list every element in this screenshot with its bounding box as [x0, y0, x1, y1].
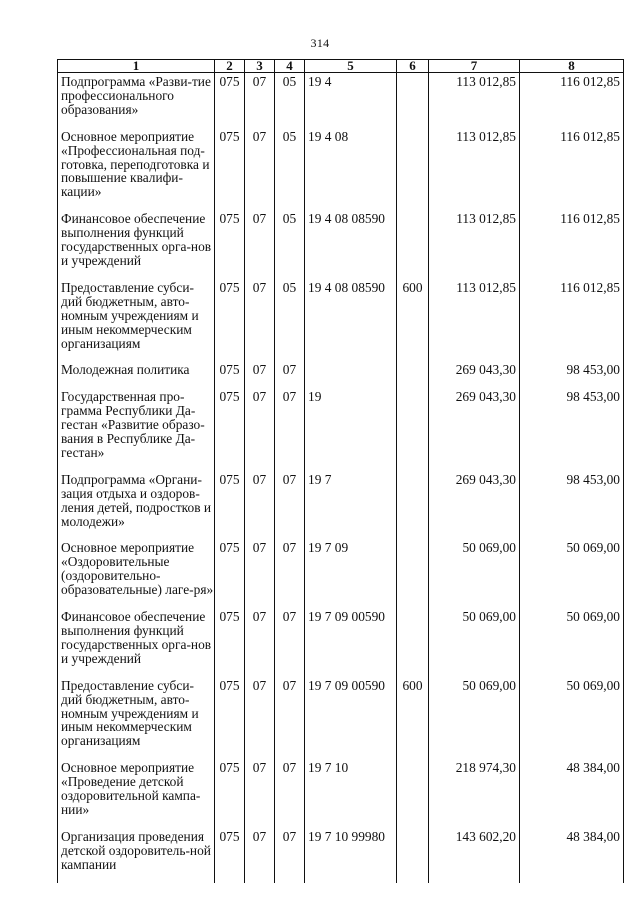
row-code-4-cell: 07	[275, 608, 305, 677]
row-name-cell: Финансовое обеспечение выполнения функций государственных орга-нов и учреждений	[58, 210, 215, 279]
row-code-6-cell	[397, 471, 429, 540]
row-code-6-cell: 600	[397, 279, 429, 362]
row-code-2-cell: 075	[215, 677, 245, 760]
table-row	[58, 210, 624, 279]
column-header-3: 3	[245, 60, 275, 73]
row-amount-7-cell: 113 012,85	[429, 210, 520, 279]
row-code-5-cell: 19 4 08 08590	[305, 210, 397, 279]
row-code-4-cell: 07	[275, 759, 305, 828]
page-number: 314	[310, 36, 330, 50]
table-row	[58, 677, 624, 760]
row-code-2-cell: 075	[215, 388, 245, 471]
row-code-4-cell: 07	[275, 388, 305, 471]
row-name-cell: Подпрограмма «Разви-тие профессионального образования»	[58, 73, 215, 128]
table-row	[58, 128, 624, 211]
row-amount-8-cell: 98 453,00	[520, 361, 624, 388]
column-header-1: 1	[58, 60, 215, 73]
row-amount-7-cell: 269 043,30	[429, 361, 520, 388]
row-amount-8-cell: 116 012,85	[520, 210, 624, 279]
row-code-6-cell	[397, 361, 429, 388]
row-amount-8-cell: 116 012,85	[520, 128, 624, 211]
row-code-3-cell: 07	[245, 828, 275, 883]
row-code-4-cell: 07	[275, 361, 305, 388]
row-name-cell: Финансовое обеспечение выполнения функций государственных орга-нов и учреждений	[58, 608, 215, 677]
row-name-cell: Молодежная политика	[58, 361, 215, 388]
row-amount-8-cell: 50 069,00	[520, 608, 624, 677]
row-name-cell: Предоставление субси-дий бюджетным, авто-номным учреждениям и иным некоммерческим организациям	[58, 279, 215, 362]
row-name-cell: Подпрограмма «Органи-зация отдыха и оздоров-ления детей, подростков и молодежи»	[58, 471, 215, 540]
row-amount-7-cell: 50 069,00	[429, 539, 520, 608]
table-header	[58, 60, 624, 73]
row-code-6-cell	[397, 539, 429, 608]
table-row	[58, 279, 624, 362]
table-row	[58, 361, 624, 388]
row-code-6-cell	[397, 210, 429, 279]
row-amount-8-cell: 116 012,85	[520, 279, 624, 362]
row-code-3-cell: 07	[245, 361, 275, 388]
row-code-5-cell: 19 4	[305, 73, 397, 128]
table-row	[58, 539, 624, 608]
row-code-6-cell	[397, 128, 429, 211]
row-code-4-cell: 07	[275, 471, 305, 540]
row-code-3-cell: 07	[245, 388, 275, 471]
row-amount-7-cell: 50 069,00	[429, 608, 520, 677]
row-code-6-cell	[397, 828, 429, 883]
row-amount-8-cell: 50 069,00	[520, 677, 624, 760]
row-code-4-cell: 05	[275, 128, 305, 211]
row-code-6-cell	[397, 759, 429, 828]
row-amount-7-cell: 218 974,30	[429, 759, 520, 828]
row-code-6-cell: 600	[397, 677, 429, 760]
row-code-3-cell: 07	[245, 677, 275, 760]
row-code-2-cell: 075	[215, 210, 245, 279]
row-code-5-cell: 19	[305, 388, 397, 471]
table-row	[58, 608, 624, 677]
row-code-5-cell: 19 4 08 08590	[305, 279, 397, 362]
table-row	[58, 388, 624, 471]
column-header-8: 8	[520, 60, 624, 73]
row-amount-8-cell: 48 384,00	[520, 828, 624, 883]
row-code-6-cell	[397, 608, 429, 677]
row-code-5-cell: 19 7 09	[305, 539, 397, 608]
row-amount-8-cell: 98 453,00	[520, 471, 624, 540]
row-amount-7-cell: 143 602,20	[429, 828, 520, 883]
row-amount-8-cell: 98 453,00	[520, 388, 624, 471]
row-name-cell: Основное мероприятие «Профессиональная под-готовка, переподготовка и повышение квалифи-кации»	[58, 128, 215, 211]
row-code-2-cell: 075	[215, 539, 245, 608]
column-header-5: 5	[305, 60, 397, 73]
table-body	[58, 73, 624, 883]
row-code-4-cell: 07	[275, 539, 305, 608]
row-code-4-cell: 05	[275, 279, 305, 362]
row-amount-7-cell: 50 069,00	[429, 677, 520, 760]
row-code-2-cell: 075	[215, 73, 245, 128]
row-amount-7-cell: 269 043,30	[429, 471, 520, 540]
row-amount-7-cell: 113 012,85	[429, 279, 520, 362]
row-name-cell: Основное мероприятие «Оздоровительные (оздоровительно-образовательные) лаге-ря»	[58, 539, 215, 608]
row-code-2-cell: 075	[215, 471, 245, 540]
row-code-6-cell	[397, 388, 429, 471]
column-header-6: 6	[397, 60, 429, 73]
header-row	[58, 60, 624, 73]
column-header-2: 2	[215, 60, 245, 73]
row-code-5-cell: 19 7 09 00590	[305, 608, 397, 677]
row-name-cell: Государственная про-грамма Республики Да-гестан «Развитие образо-вания в Республике Да-гестан»	[58, 388, 215, 471]
row-code-5-cell	[305, 361, 397, 388]
row-code-2-cell: 075	[215, 361, 245, 388]
row-code-5-cell: 19 4 08	[305, 128, 397, 211]
row-code-2-cell: 075	[215, 279, 245, 362]
row-code-4-cell: 07	[275, 677, 305, 760]
row-code-5-cell: 19 7 10	[305, 759, 397, 828]
row-code-2-cell: 075	[215, 128, 245, 211]
row-code-3-cell: 07	[245, 539, 275, 608]
row-code-3-cell: 07	[245, 759, 275, 828]
row-code-3-cell: 07	[245, 608, 275, 677]
budget-table	[57, 59, 624, 883]
table-row	[58, 759, 624, 828]
row-amount-7-cell: 269 043,30	[429, 388, 520, 471]
row-name-cell: Организация проведения детской оздоровитель-ной кампании	[58, 828, 215, 883]
row-code-5-cell: 19 7 10 99980	[305, 828, 397, 883]
row-name-cell: Предоставление субси-дий бюджетным, авто-номным учреждениям и иным некоммерческим организациям	[58, 677, 215, 760]
row-code-3-cell: 07	[245, 128, 275, 211]
row-code-3-cell: 07	[245, 73, 275, 128]
row-name-cell: Основное мероприятие «Проведение детской оздоровительной кампа-нии»	[58, 759, 215, 828]
row-code-3-cell: 07	[245, 471, 275, 540]
row-amount-8-cell: 50 069,00	[520, 539, 624, 608]
row-code-5-cell: 19 7	[305, 471, 397, 540]
row-code-4-cell: 05	[275, 73, 305, 128]
row-amount-7-cell: 113 012,85	[429, 73, 520, 128]
row-amount-7-cell: 113 012,85	[429, 128, 520, 211]
row-code-5-cell: 19 7 09 00590	[305, 677, 397, 760]
row-code-4-cell: 05	[275, 210, 305, 279]
row-code-6-cell	[397, 73, 429, 128]
row-code-2-cell: 075	[215, 759, 245, 828]
row-amount-8-cell: 116 012,85	[520, 73, 624, 128]
column-header-7: 7	[429, 60, 520, 73]
row-amount-8-cell: 48 384,00	[520, 759, 624, 828]
table-row	[58, 471, 624, 540]
row-code-2-cell: 075	[215, 828, 245, 883]
table-row	[58, 828, 624, 883]
row-code-2-cell: 075	[215, 608, 245, 677]
table-row	[58, 73, 624, 128]
row-code-3-cell: 07	[245, 210, 275, 279]
row-code-4-cell: 07	[275, 828, 305, 883]
row-code-3-cell: 07	[245, 279, 275, 362]
column-header-4: 4	[275, 60, 305, 73]
